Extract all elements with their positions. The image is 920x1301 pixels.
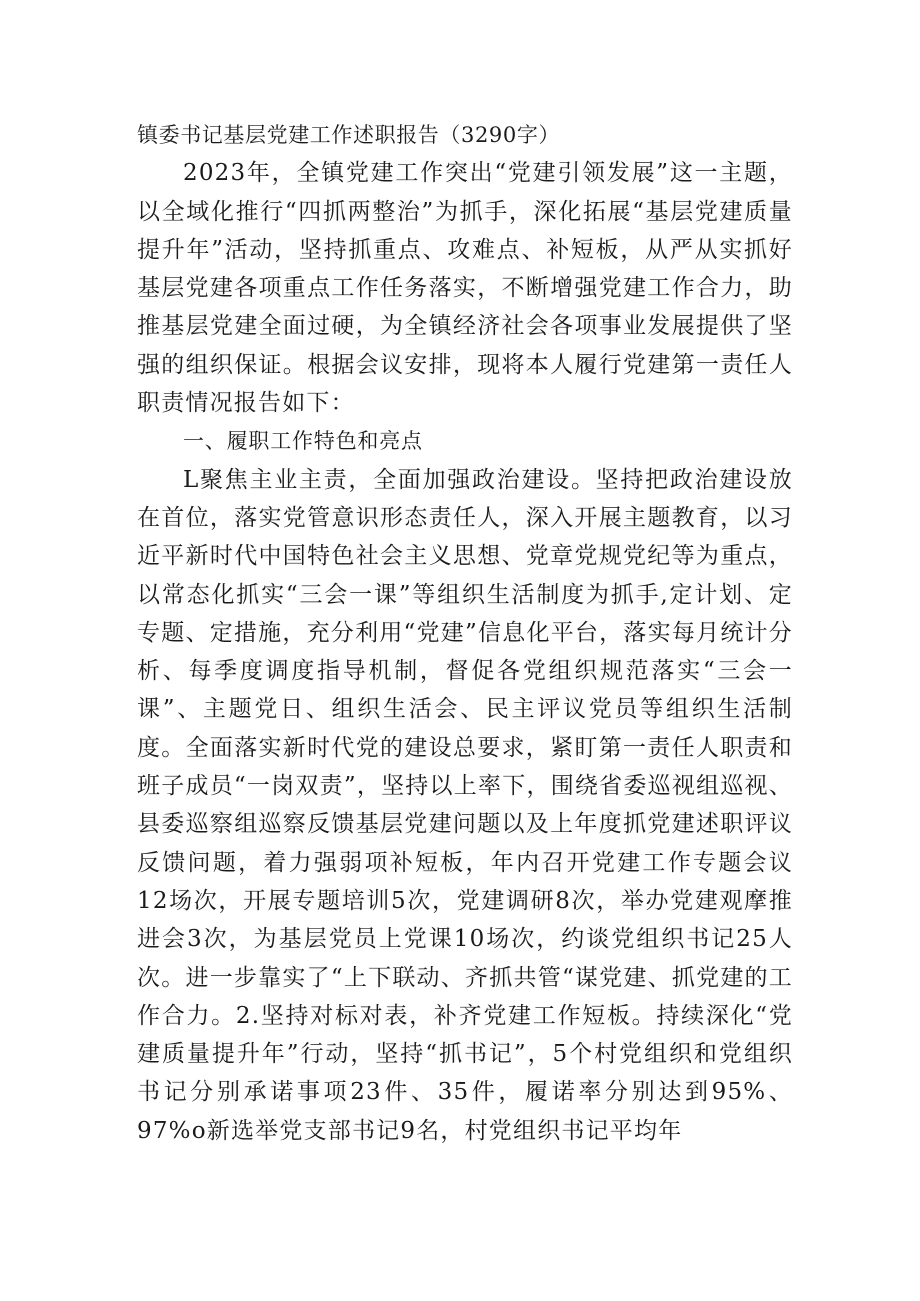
section-heading: 一、履职工作特色和亮点 xyxy=(183,429,423,454)
body-paragraph: L聚焦主业主责，全面加强政治建设。坚持把政治建设放在首位，落实党管意识形态责任人，深入开展主题教育，以习近平新时代中国特色社会主义思想、党章党规党纪等为重点，以常态化抓实“三会一课”等组织生活制度为抓手,定计划、定专题、定措施，充分利用“党建”信息化平台，落实每月统计分析、每季度调度指导机制，督促各党组织规范落实“三会一课”、主题党日、组织生活会、民主评议党员等组织生活制度。全面落实新时代党的建设总要求，紧盯第一责任人职责和班子成员“一岗双责”，坚持以上率下，围绕省委巡视组巡视、县委巡察组巡察反馈基层党建问题以及上年度抓党建述职评议反馈问题，着力强弱项补短板，年内召开党建工作专题会议12场次，开展专题培训5次，党建调研8次，举办党建观摩推进会3次，为基层党员上党课10场次，约谈党组织书记25人次。进一步靠实了“上下联动、齐抓共管“谋党建、抓党建的工作合力。2.坚持对标对表，补齐党建工作短板。持续深化“党建质量提升年”行动，坚持“抓书记”，5个村党组织和党组织书记分别承诺事项23件、35件，履诺率分别达到95%、97%o新选举党支部书记9名，村党组织书记平均年 xyxy=(137,466,793,1144)
document-content xyxy=(137,116,793,1150)
document-title: 镇委书记基层党建工作述职报告（3290字） xyxy=(137,123,561,147)
intro-paragraph: 2023年，全镇党建工作突出“党建引领发展”这一主题，以全域化推行“四抓两整治”为抓手，深化拓展“基层党建质量提升年”活动，坚持抓重点、攻难点、补短板，从严从实抓好基层党建各项重点工作任务落实，不断增强党建工作合力，助推基层党建全面过硬，为全镇经济社会各项事业发展提供了坚强的组织保证。根据会议安排，现将本人履行党建第一责任人职责情况报告如下： xyxy=(137,160,793,417)
